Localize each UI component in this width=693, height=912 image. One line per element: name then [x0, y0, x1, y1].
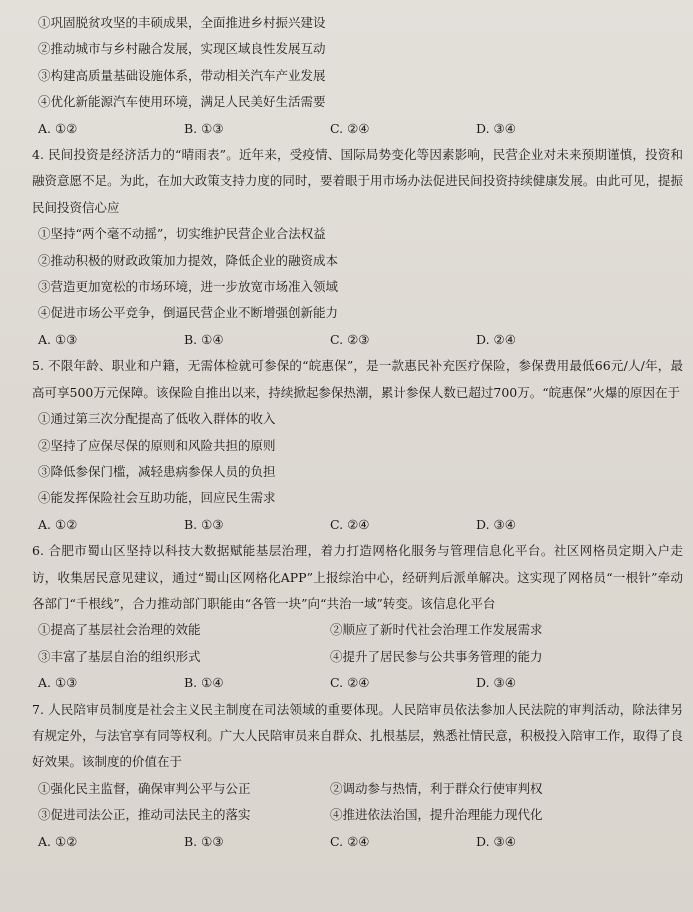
option-row: [38, 617, 683, 643]
answer-choice-d[interactable]: D. ③④: [476, 120, 516, 136]
answer-choices: [38, 327, 683, 353]
option-item: ④促进市场公平竞争，倒逼民营企业不断增强创新能力: [38, 305, 339, 321]
option-row: [38, 802, 683, 828]
option-item: ③降低参保门槛，减轻患病参保人员的负担: [38, 463, 276, 479]
option-item: ②顺应了新时代社会治理工作发展需求: [330, 622, 543, 638]
answer-choice-a[interactable]: A. ①②: [38, 516, 78, 532]
option-item: ③构建高质量基础设施体系，带动相关汽车产业发展: [38, 67, 326, 83]
option-item: ①强化民主监督，确保审判公平与公正: [38, 780, 251, 796]
question-7: [32, 697, 683, 855]
answer-choice-a[interactable]: A. ①②: [38, 833, 78, 849]
answer-choice-b[interactable]: B. ①③: [184, 120, 224, 136]
answer-choice-d[interactable]: D. ③④: [476, 516, 516, 532]
option-item: ④优化新能源汽车使用环境，满足人民美好生活需要: [38, 94, 326, 110]
question-5: [32, 353, 683, 538]
option-item: ①通过第三次分配提高了低收入群体的收入: [38, 411, 276, 427]
option-item: ②调动参与热情，利于群众行使审判权: [330, 780, 543, 796]
answer-choice-b[interactable]: B. ①③: [184, 516, 224, 532]
option-item: ③营造更加宽松的市场环境，进一步放宽市场准入领域: [38, 279, 339, 295]
answer-choices: [38, 670, 683, 696]
answer-choices: [38, 512, 683, 538]
option-item: ③促进司法公正，推动司法民主的落实: [38, 807, 251, 823]
question-stem: 6. 合肥市蜀山区坚持以科技大数据赋能基层治理，着力打造网格化服务与管理信息化平台。社区网格员定期入户走访，收集居民意见建议，通过“蜀山区网格化APP”上报综治中心，经研判后派单解决。这实现了网格员“一根针”牵动各部门“千根线”，合力推动部门职能由“各管一块”向“共治一域”转变。该信息化平台: [32, 543, 683, 611]
question-stem: 4. 民间投资是经济活力的“晴雨表”。近年来，受疫情、国际局势变化等因素影响，民营企业对未来预期谨慎，投资和融资意愿不足。为此，在加大政策支持力度的同时，要着眼于用市场办法促进民间投资持续健康发展。由此可见，提振民间投资信心应: [32, 147, 683, 215]
answer-choice-c[interactable]: C. ②④: [330, 675, 370, 691]
question-stem: 5. 不限年龄、职业和户籍，无需体检就可参保的“皖惠保”，是一款惠民补充医疗保险，参保费用最低66元/人/年，最高可享500万元保障。该保险自推出以来，持续掀起参保热潮，累计参保人数已超过700万。“皖惠保”火爆的原因在于: [32, 358, 683, 400]
answer-choice-a[interactable]: A. ①③: [38, 331, 78, 347]
answer-choice-a[interactable]: A. ①③: [38, 675, 78, 691]
answer-choice-b[interactable]: B. ①③: [184, 833, 224, 849]
option-item: ①坚持“两个毫不动摇”，切实维护民营企业合法权益: [38, 226, 326, 242]
option-item: ②推动城市与乡村融合发展，实现区域良性发展互动: [38, 41, 326, 57]
option-item: ④推进依法治国，提升治理能力现代化: [330, 807, 543, 823]
option-item: ④提升了居民参与公共事务管理的能力: [330, 648, 543, 664]
option-item: ③丰富了基层自治的组织形式: [38, 648, 201, 664]
answer-choices: [38, 829, 683, 855]
question-4: [32, 142, 683, 353]
question-3: [38, 10, 683, 142]
answer-choice-d[interactable]: D. ③④: [476, 675, 516, 691]
answer-choice-c[interactable]: C. ②④: [330, 120, 370, 136]
option-row: [38, 644, 683, 670]
option-row: [38, 776, 683, 802]
option-item: ②推动积极的财政政策加力提效，降低企业的融资成本: [38, 252, 339, 268]
answer-choice-c[interactable]: C. ②③: [330, 331, 370, 347]
question-6: [32, 538, 683, 696]
answer-choice-c[interactable]: C. ②④: [330, 516, 370, 532]
option-item: ①提高了基层社会治理的效能: [38, 622, 201, 638]
answer-choice-d[interactable]: D. ②④: [476, 331, 516, 347]
answer-choice-c[interactable]: C. ②④: [330, 833, 370, 849]
option-item: ①巩固脱贫攻坚的丰硕成果，全面推进乡村振兴建设: [38, 15, 326, 30]
answer-choices: [38, 116, 683, 142]
option-item: ②坚持了应保尽保的原则和风险共担的原则: [38, 437, 276, 453]
answer-choice-b[interactable]: B. ①④: [184, 331, 224, 347]
option-item: ④能发挥保险社会互助功能，回应民生需求: [38, 490, 276, 506]
answer-choice-b[interactable]: B. ①④: [184, 675, 224, 691]
answer-choice-d[interactable]: D. ③④: [476, 833, 516, 849]
question-stem: 7. 人民陪审员制度是社会主义民主制度在司法领域的重要体现。人民陪审员依法参加人民法院的审判活动，除法律另有规定外，与法官享有同等权利。广大人民陪审员来自群众、扎根基层，熟悉社情民意，积极投入陪审工作，取得了良好效果。该制度的价值在于: [32, 701, 683, 770]
answer-choice-a[interactable]: A. ①②: [38, 120, 78, 136]
